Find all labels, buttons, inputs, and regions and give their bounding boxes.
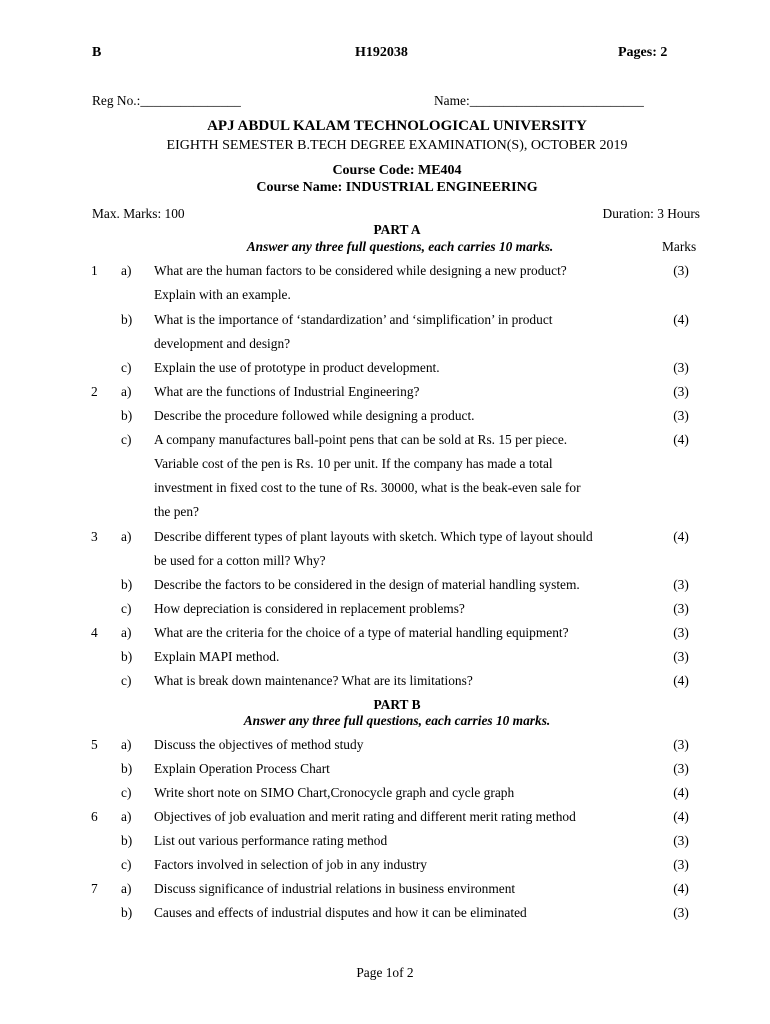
question-marks: (3)	[673, 601, 689, 616]
part-b-title: PART B	[373, 697, 421, 712]
part-a-instruction: Answer any three full questions, each carries 10 marks.	[246, 239, 554, 254]
duration: Duration: 3 Hours	[602, 206, 700, 221]
question-marks: (4)	[673, 529, 689, 544]
question-marks: (3)	[673, 384, 689, 399]
university-title: APJ ABDUL KALAM TECHNOLOGICAL UNIVERSITY	[207, 118, 587, 134]
question-number: 2	[91, 384, 98, 399]
question-text: Factors involved in selection of job in any industry	[154, 857, 427, 872]
question-text: investment in fixed cost to the tune of Rs. 30000, what is the beak-even sale for	[154, 480, 581, 495]
question-number: 6	[91, 809, 98, 824]
question-text: Discuss the objectives of method study	[154, 737, 364, 752]
question-marks: (3)	[673, 577, 689, 592]
question-number: 4	[91, 625, 98, 640]
question-text: Explain the use of prototype in product development.	[154, 360, 440, 375]
question-marks: (4)	[673, 673, 689, 688]
question-text: A company manufactures ball-point pens that can be sold at Rs. 15 per piece.	[154, 432, 568, 447]
page-count: Pages: 2	[618, 45, 668, 60]
question-part: a)	[121, 384, 132, 399]
question-marks: (3)	[673, 905, 689, 920]
question-marks: (4)	[673, 432, 689, 447]
question-number: 5	[91, 737, 98, 752]
question-text: Objectives of job evaluation and merit rating and different merit rating method	[154, 809, 576, 824]
question-part: c)	[121, 857, 132, 872]
paper-code: H192038	[355, 45, 408, 60]
question-marks: (3)	[673, 649, 689, 664]
question-part: a)	[121, 263, 132, 278]
question-text: Variable cost of the pen is Rs. 10 per unit. If the company has made a total	[154, 456, 553, 471]
max-marks: Max. Marks: 100	[92, 206, 185, 221]
question-marks: (3)	[673, 761, 689, 776]
question-marks: (3)	[673, 857, 689, 872]
question-part: a)	[121, 881, 132, 896]
marks-column-label: Marks	[662, 239, 697, 254]
question-text: development and design?	[154, 336, 291, 351]
question-text: Explain MAPI method.	[154, 649, 280, 664]
question-part: a)	[121, 625, 132, 640]
question-part: c)	[121, 360, 132, 375]
question-number: 7	[91, 881, 98, 896]
question-text: Describe the procedure followed while designing a product.	[154, 408, 475, 423]
question-marks: (3)	[673, 263, 689, 278]
set-label: B	[92, 45, 102, 60]
question-text: What are the criteria for the choice of a type of material handling equipment?	[154, 625, 569, 640]
question-marks: (4)	[673, 785, 689, 800]
question-text: Explain Operation Process Chart	[154, 761, 330, 776]
question-text: List out various performance rating method	[154, 833, 388, 848]
question-part: c)	[121, 785, 132, 800]
question-part: b)	[121, 761, 133, 776]
question-text: What are the functions of Industrial Engineering?	[154, 384, 420, 399]
question-part: b)	[121, 649, 133, 664]
course-code: Course Code: ME404	[332, 163, 462, 178]
question-part: c)	[121, 673, 132, 688]
question-marks: (4)	[673, 312, 689, 327]
question-part: a)	[121, 809, 132, 824]
question-text: the pen?	[154, 504, 199, 519]
question-marks: (3)	[673, 625, 689, 640]
question-marks: (3)	[673, 360, 689, 375]
course-name: Course Name: INDUSTRIAL ENGINEERING	[256, 180, 538, 195]
question-text: Explain with an example.	[154, 287, 291, 302]
question-marks: (3)	[673, 833, 689, 848]
question-part: c)	[121, 432, 132, 447]
question-part: b)	[121, 905, 133, 920]
question-part: b)	[121, 312, 133, 327]
question-text: How depreciation is considered in replacement problems?	[154, 601, 465, 616]
question-marks: (3)	[673, 408, 689, 423]
exam-title: EIGHTH SEMESTER B.TECH DEGREE EXAMINATION(S), OCTOBER 2019	[166, 138, 628, 153]
question-part: b)	[121, 833, 133, 848]
question-marks: (4)	[673, 809, 689, 824]
question-marks: (4)	[673, 881, 689, 896]
reg-no-field: Reg No.:_______________	[92, 93, 241, 108]
question-text: Write short note on SIMO Chart,Cronocycle graph and cycle graph	[154, 785, 515, 800]
question-text: Describe different types of plant layouts with sketch. Which type of layout should	[154, 529, 593, 544]
question-part: b)	[121, 408, 133, 423]
part-a-title: PART A	[373, 222, 421, 237]
question-text: Causes and effects of industrial disputes and how it can be eliminated	[154, 905, 527, 920]
question-marks: (3)	[673, 737, 689, 752]
question-number: 3	[91, 529, 98, 544]
name-field: Name:__________________________	[434, 93, 644, 108]
question-number: 1	[91, 263, 98, 278]
question-text: What is break down maintenance? What are its limitations?	[154, 673, 473, 688]
question-part: c)	[121, 601, 132, 616]
question-part: a)	[121, 737, 132, 752]
page-footer: Page 1of 2	[356, 965, 414, 980]
question-part: a)	[121, 529, 132, 544]
question-text: What is the importance of ‘standardization’ and ‘simplification’ in product	[154, 312, 553, 327]
question-part: b)	[121, 577, 133, 592]
part-b-instruction: Answer any three full questions, each carries 10 marks.	[243, 713, 551, 728]
question-text: Describe the factors to be considered in the design of material handling system.	[154, 577, 580, 592]
question-text: What are the human factors to be considered while designing a new product?	[154, 263, 567, 278]
question-text: be used for a cotton mill? Why?	[154, 553, 326, 568]
question-text: Discuss significance of industrial relations in business environment	[154, 881, 516, 896]
